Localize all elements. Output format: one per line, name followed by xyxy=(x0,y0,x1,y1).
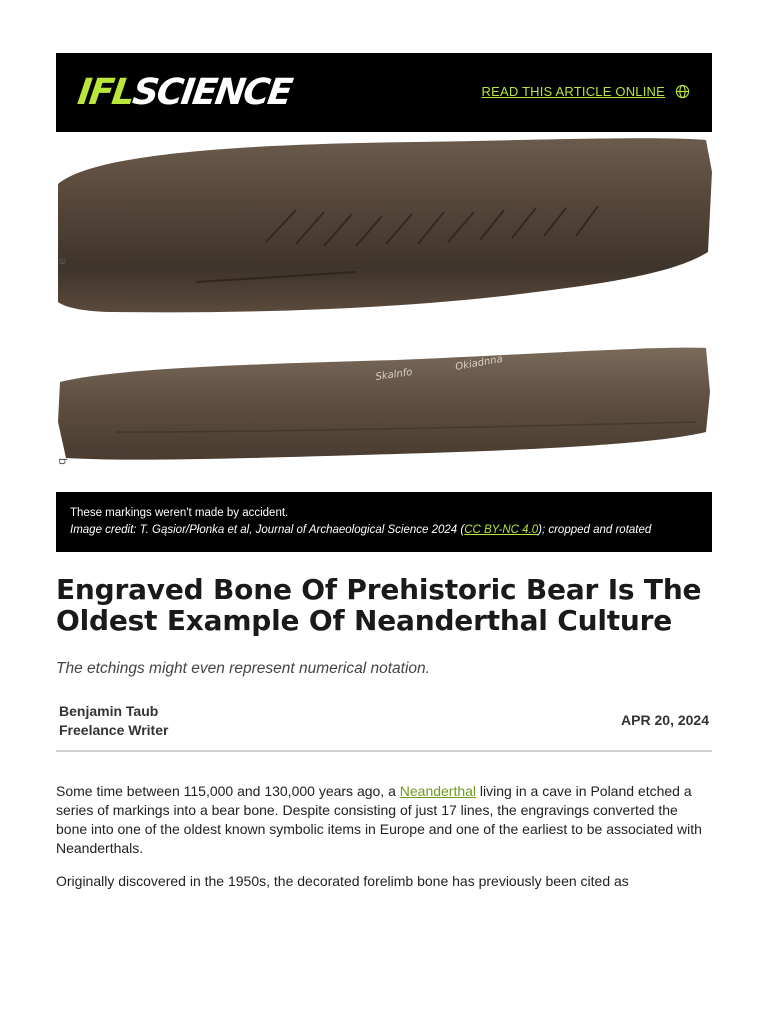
bone-bottom xyxy=(58,348,710,460)
article-title: Engraved Bone Of Prehistoric Bear Is The Oldest Example Of Neanderthal Culture xyxy=(56,573,702,637)
read-online-label: READ THIS ARTICLE ONLINE xyxy=(481,84,665,99)
bone-top xyxy=(58,138,712,312)
logo-ifl-text: IFL xyxy=(75,72,136,113)
hero-image xyxy=(56,132,712,492)
credit-suffix: ); cropped and rotated xyxy=(538,524,652,536)
article-container xyxy=(56,53,712,905)
image-caption xyxy=(56,492,712,552)
article-body xyxy=(56,782,712,891)
paragraph-2: Originally discovered in the 1950s, the decorated forelimb bone has previously been cited as xyxy=(56,873,629,889)
neanderthal-link[interactable]: Neanderthal xyxy=(399,783,477,799)
site-header xyxy=(56,53,712,132)
credit-prefix: Image credit: T. Gąsior/Płonka et al, Journal of Archaeological Science 2024 ( xyxy=(70,524,465,536)
image-label-b: b xyxy=(56,458,70,465)
author-name[interactable]: Benjamin Taub xyxy=(59,703,159,719)
p1-text-after: living in a cave in Poland etched a series of markings into a bear bone. Despite consisting of just 17 lines, the engravings converted the bone into one of the oldest known symbolic items in Europe and one of the earliest to be associated with Neanderthals. xyxy=(56,783,702,856)
svg-text:Okiadnna: Okiadnna xyxy=(454,353,504,373)
paragraph-1 xyxy=(56,782,712,858)
globe-icon xyxy=(675,84,690,99)
read-online-link[interactable] xyxy=(482,84,690,99)
author-role: Freelance Writer xyxy=(59,722,169,738)
image-credit xyxy=(70,522,698,539)
license-link[interactable]: CC BY-NC 4.0 xyxy=(464,524,539,536)
image-label-a: a xyxy=(56,258,70,265)
svg-text:Skalnfo: Skalnfo xyxy=(374,366,414,383)
logo-science-text: SCIENCE xyxy=(130,72,294,113)
p1-text-before: Some time between 115,000 and 130,000 years ago, a xyxy=(56,783,400,799)
author-block xyxy=(59,702,168,740)
article-subtitle: The etchings might even represent numerical notation. xyxy=(56,660,430,677)
publish-date: APR 20, 2024 xyxy=(621,712,709,728)
caption-text: These markings weren't made by accident. xyxy=(70,507,289,519)
byline xyxy=(56,702,712,752)
iflscience-logo[interactable] xyxy=(75,73,293,113)
